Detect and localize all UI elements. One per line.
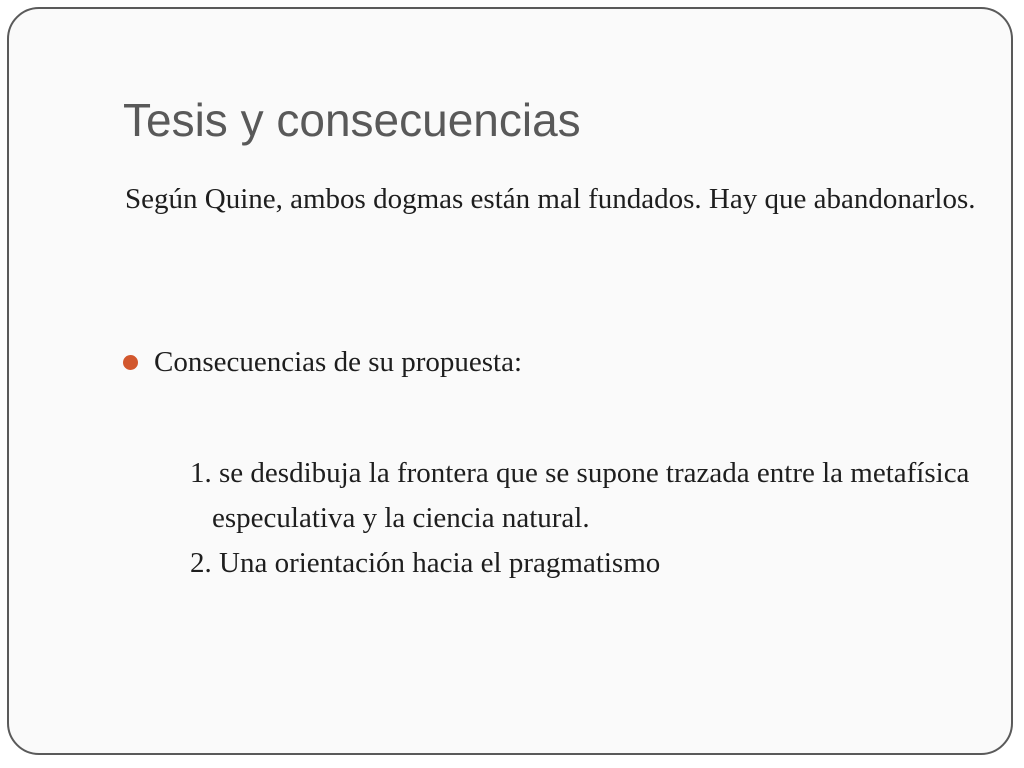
intro-paragraph: Según Quine, ambos dogmas están mal fundados. Hay que abandonarlos. <box>125 183 976 215</box>
consequences-list <box>190 451 990 586</box>
bullet-label: Consecuencias de su propuesta: <box>154 346 523 378</box>
list-item: 1. se desdibuja la frontera que se supone trazada entre la metafísica especulativa y la ciencia natural. <box>190 457 970 534</box>
slide-title: Tesis y consecuencias <box>123 94 581 146</box>
bullet-item <box>123 340 522 385</box>
bullet-dot-icon <box>123 355 138 370</box>
slide-frame <box>7 7 1013 755</box>
list-item: 2. Una orientación hacia el pragmatismo <box>190 547 661 579</box>
